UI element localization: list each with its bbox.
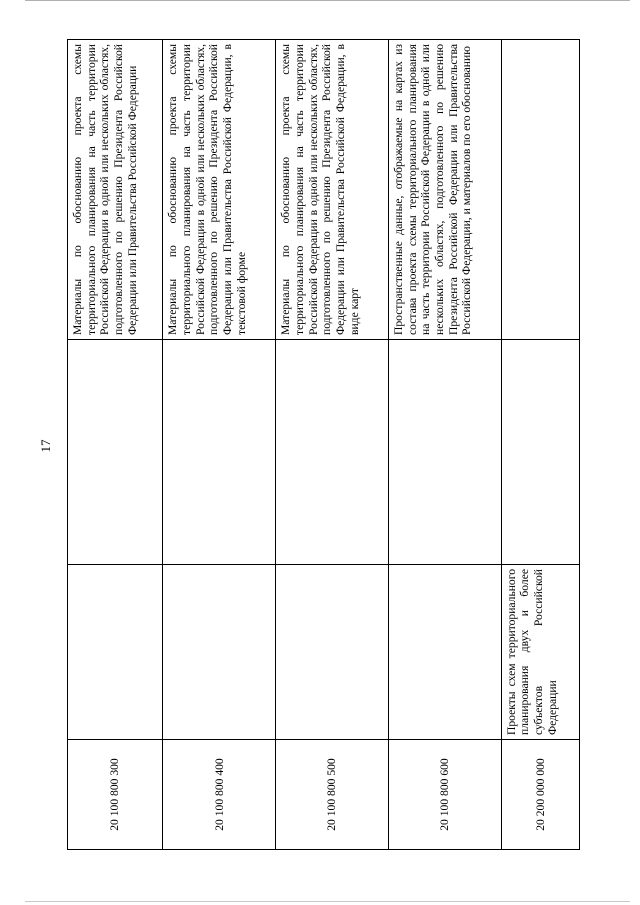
- name-cell: [276, 565, 389, 740]
- code-cell: 20 100 800 300: [68, 740, 163, 850]
- description-cell: [501, 40, 579, 340]
- code-cell: 20 100 800 400: [163, 740, 276, 850]
- classifier-table: [67, 39, 580, 850]
- code-cell: 20 200 000 000: [501, 740, 579, 850]
- page-number: 17: [38, 439, 53, 453]
- table-row: [68, 40, 163, 850]
- code-cell: 20 100 800 600: [389, 740, 502, 850]
- description-cell: Материалы по обоснованию проекта схемы территориального планирования на часть территории Российской Федерации в одной или нескольких областях, подготовленного по решению Президента Российской Федерации или Правительства Российской Федерации, в виде карт: [276, 40, 389, 340]
- description-cell: Пространственные данные, отображаемые на картах из состава проекта схемы территориального планирования на часть территории Российской Федерации в одной или нескольких областях, подготовленного по решению Президента Российской Федерации или Правительства Российской Федерации, и материалов по его обоснованию: [389, 40, 502, 340]
- scan-edge-bottom: [25, 901, 630, 902]
- empty-cell: [68, 340, 163, 565]
- rotated-table-wrapper: [67, 40, 580, 850]
- description-cell: Материалы по обоснованию проекта схемы территориального планирования на часть территории Российской Федерации в одной или нескольких областях, подготовленного по решению Президента Российской Федерации или Правительства Российской Федерации: [68, 40, 163, 340]
- name-cell: [389, 565, 502, 740]
- code-cell: 20 100 800 500: [276, 740, 389, 850]
- empty-cell: [389, 340, 502, 565]
- name-cell: [163, 565, 276, 740]
- name-cell: Проекты схем территориального планирования двух и более субъектов Российской Федерации: [501, 565, 579, 740]
- table-row: [389, 40, 502, 850]
- description-cell: Материалы по обоснованию проекта схемы территориального планирования на часть территории Российской Федерации в одной или нескольких областях, подготовленного по решению Президента Российской Федерации или Правительства Российской Федерации, в текстовой форме: [163, 40, 276, 340]
- empty-cell: [501, 340, 579, 565]
- name-cell: [68, 565, 163, 740]
- table-row: [501, 40, 579, 850]
- table-row: [276, 40, 389, 850]
- empty-cell: [276, 340, 389, 565]
- empty-cell: [163, 340, 276, 565]
- table-row: [163, 40, 276, 850]
- scan-edge-top: [25, 0, 630, 1]
